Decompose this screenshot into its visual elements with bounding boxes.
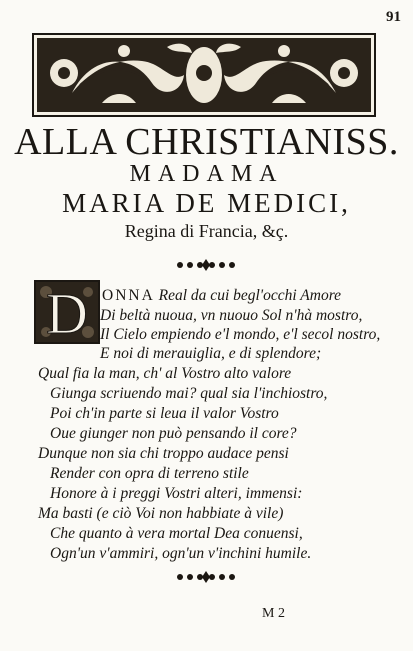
poem-line-13: Che quanto à vera mortal Dea conuensi,	[50, 525, 303, 542]
poem-line-11: Honore à i preggi Vostri alteri, immensi:	[50, 485, 303, 502]
drop-cap-initial	[34, 280, 100, 344]
poem-line-8: Oue giunger non può pensando il core?	[50, 425, 297, 442]
poem-line-3: Il Cielo empiendo e'l mondo, e'l secol nostro,	[100, 326, 381, 343]
poem-line-1	[102, 286, 341, 306]
ornamental-headpiece	[32, 33, 376, 117]
title-line-2: MADAMA	[129, 161, 284, 187]
poem-line-5: Qual fia la man, ch' al Vostro alto valore	[38, 365, 292, 382]
poem-line-6: Giunga scriuendo mai? qual sia l'inchiostro,	[50, 385, 328, 402]
drop-cap-letter: D	[46, 281, 88, 344]
poem-line-10: Render con opra di terreno stile	[50, 465, 249, 482]
first-line-text: Real da cui begl'occhi Amore	[154, 287, 342, 304]
page-number: 91	[386, 9, 401, 25]
signature-mark: M 2	[262, 606, 285, 621]
title-line-1: ALLA CHRISTIANISS.	[14, 121, 399, 163]
poem-line-9: Dunque non sia chi troppo audace pensi	[38, 445, 289, 462]
title-line-4: Regina di Francia, &ç.	[124, 221, 289, 241]
first-line-small-caps: ONNA	[102, 287, 155, 304]
fleuron-divider-top	[173, 258, 239, 272]
poem-line-2: Di beltà nuoua, vn nuouo Sol n'hà mostro,	[100, 307, 363, 324]
poem-line-7: Poi ch'in parte si leua il valor Vostro	[50, 405, 279, 422]
poem-line-14: Ogn'un v'ammiri, ogn'un v'inchini humile.	[50, 545, 312, 562]
poem-line-12: Ma basti (e ciò Voi non habbiate à vile)	[38, 505, 284, 522]
title-line-3: MARIA DE MEDICI,	[62, 188, 351, 218]
poem-line-4: E noi di merauiglia, e di splendore;	[100, 345, 322, 362]
fleuron-divider-bottom	[173, 570, 239, 584]
